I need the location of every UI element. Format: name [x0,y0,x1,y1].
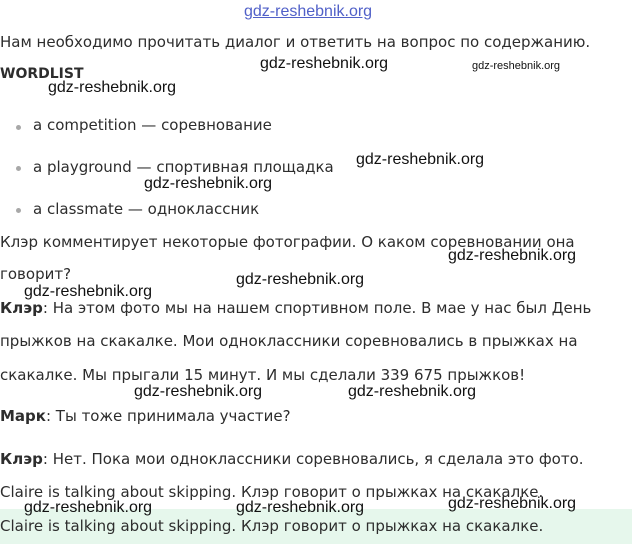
watermark: gdz-reshebnik.org [356,151,485,168]
watermark: gdz-reshebnik.org [448,247,577,264]
watermark: gdz-reshebnik.org [24,499,153,516]
wordlist-item: a competition — соревнование [33,116,272,134]
bullet-icon [16,166,21,171]
watermark: gdz-reshebnik.org [144,175,273,192]
dialog-line [0,450,584,468]
watermark: gdz-reshebnik.org [24,283,153,300]
answer-text: Claire is talking about skipping. Клэр говорит о прыжках на скакалке. [0,483,544,501]
dialog-line [0,407,291,425]
dialog-text: : На этом фото мы на нашем спортивном поле. В мае у нас был День [42,299,592,317]
answer-highlight-text: Claire is talking about skipping. Клэр говорит о прыжках на скакалке. [0,517,544,535]
watermark: gdz-reshebnik.org [48,79,177,96]
bullet-icon [16,125,21,130]
watermark: gdz-reshebnik.org [260,55,389,72]
dialog-text: : Ты тоже принимала участие? [45,407,291,425]
watermark: gdz-reshebnik.org [134,383,263,400]
watermark: gdz-reshebnik.org [348,383,477,400]
watermark: gdz-reshebnik.org [472,60,561,72]
wordlist-item: a classmate — одноклассник [33,200,260,218]
header-watermark-link[interactable]: gdz-reshebnik.org [244,3,373,20]
watermark: gdz-reshebnik.org [448,495,577,512]
speaker-name: Клэр [0,299,43,317]
watermark: gdz-reshebnik.org [236,499,365,516]
dialog-text: : Нет. Пока мои одноклассники соревновались, я сделала это фото. [42,450,584,468]
speaker-name: Марк [0,407,46,425]
watermark: gdz-reshebnik.org [236,271,365,288]
wordlist-heading: WORDLIST [0,66,84,82]
bullet-icon [16,208,21,213]
dialog-line: прыжков на скакалке. Мои одноклассники соревновались в прыжках на [0,332,578,350]
dialog-line [0,299,591,317]
wordlist-item: a playground — спортивная площадка [33,158,334,176]
intro-text: Нам необходимо прочитать диалог и ответить на вопрос по содержанию. [0,33,591,51]
question-line: Клэр комментирует некоторые фотографии. О каком соревновании она [0,233,575,251]
dialog-line: скакалке. Мы прыгали 15 минут. И мы сделали 339 675 прыжков! [0,366,526,384]
speaker-name: Клэр [0,450,43,468]
question-line: говорит? [0,265,72,283]
